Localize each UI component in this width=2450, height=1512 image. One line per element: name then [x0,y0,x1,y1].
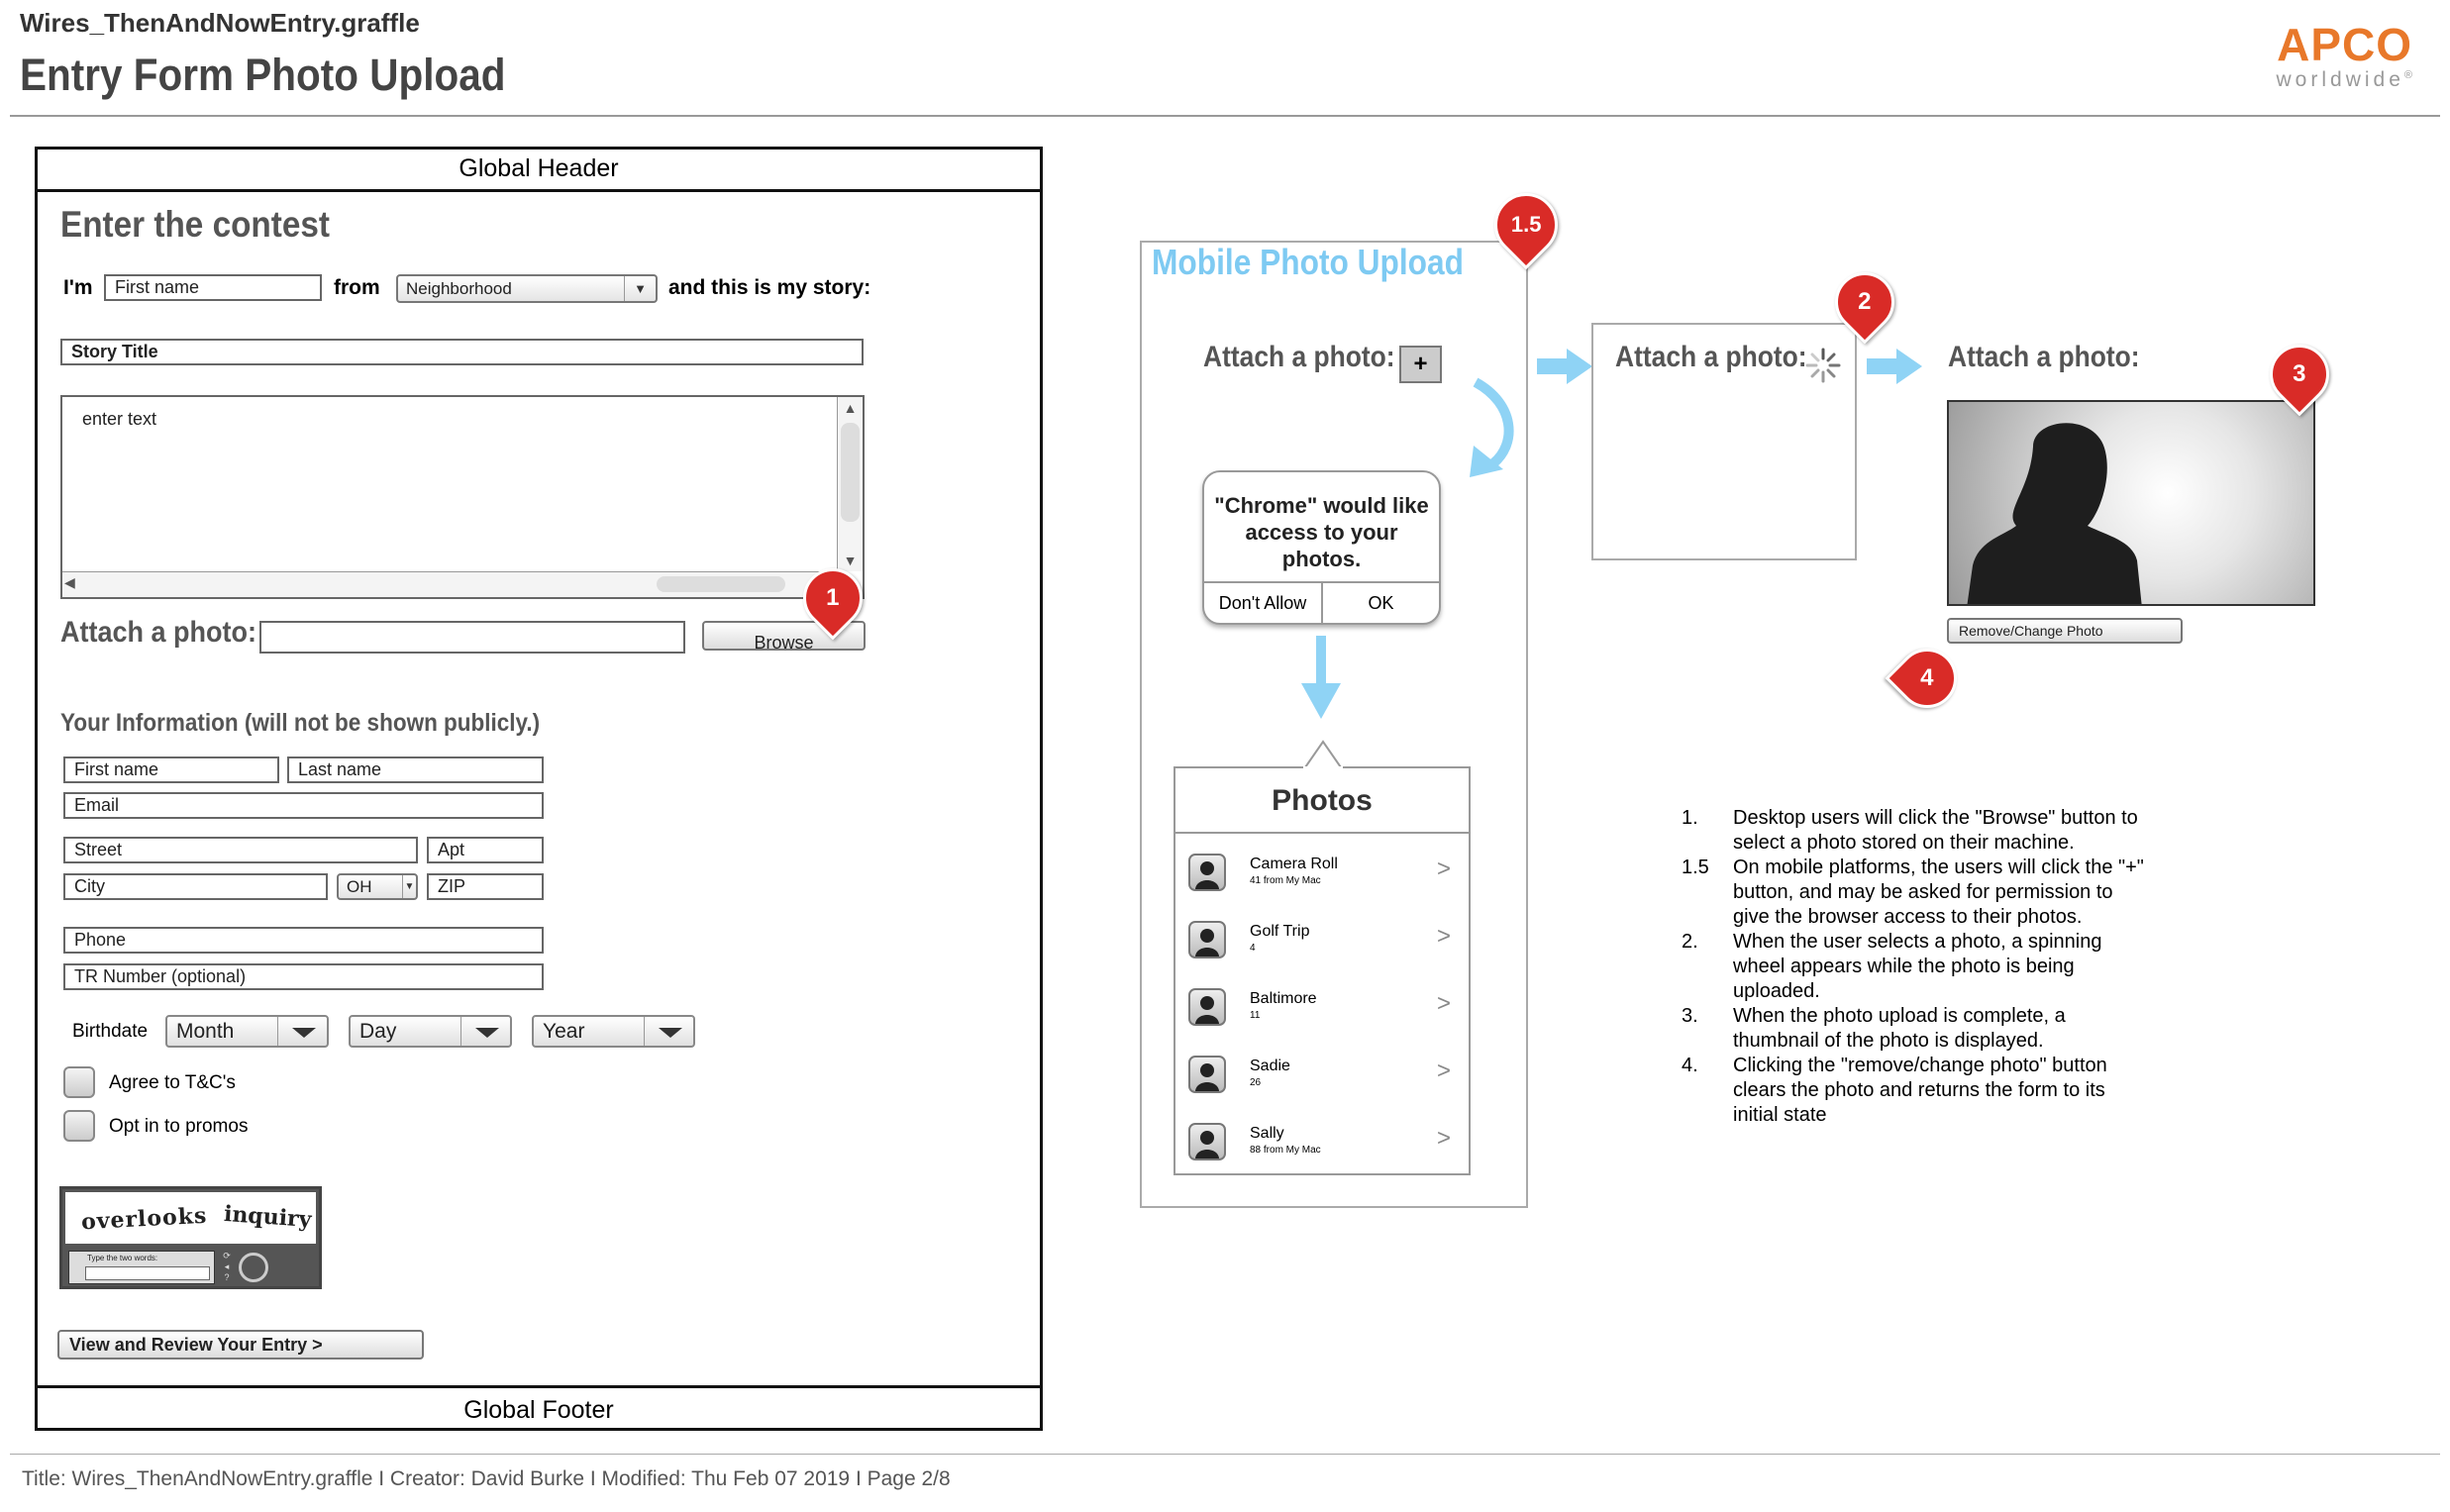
note-item [1682,1054,2147,1128]
scroll-down-icon[interactable]: ▼ [843,553,858,568]
chevron-right-icon: > [1436,1125,1451,1152]
down-arrow-icon [1297,636,1345,721]
neighborhood-value: Neighborhood [406,279,512,298]
chevron-down-icon: ▼ [402,875,416,898]
loading-spinner-icon [1804,347,1842,384]
page-title: Entry Form Photo Upload [20,50,506,100]
birth-month-select[interactable] [165,1015,329,1048]
logo-sub-word: worldwide [2276,68,2404,91]
pin-4-label: 4 [1920,663,1934,691]
chevron-down-icon: ▼ [624,276,656,301]
captcha-prompt: Type the two words: [87,1254,158,1262]
album-count: 4 [1250,943,1256,954]
note-number: 1.5 [1682,857,1709,878]
mobile-upload-title: Mobile Photo Upload [1152,242,1465,282]
vertical-scrollbar[interactable] [837,397,863,571]
your-info-heading: Your Information (will not be shown publicly.) [60,709,541,737]
chevron-down-icon [460,1017,510,1046]
mobile-attach-label: Attach a photo: [1203,341,1395,373]
state-select[interactable] [337,873,418,900]
agree-terms-checkbox[interactable] [63,1066,95,1098]
popover-pointer [1303,739,1343,768]
note-item [1682,1004,2147,1054]
apt-input[interactable]: Apt [427,837,544,863]
story-title-input[interactable]: Story Title [60,339,864,365]
horizontal-scrollbar[interactable] [62,571,837,597]
opt-in-checkbox[interactable] [63,1110,95,1142]
album-thumbnail-icon [1188,854,1226,891]
birth-day-select[interactable] [349,1015,512,1048]
photos-picker [1174,766,1471,1175]
info-last-name-input[interactable]: Last name [287,756,544,783]
contest-heading: Enter the contest [60,204,330,245]
chevron-right-icon: > [1436,990,1451,1017]
person-silhouette-icon [1949,402,2315,606]
right-arrow-icon [1867,347,1924,386]
pin-3-label: 3 [2293,360,2306,388]
opt-in-label: Opt in to promos [109,1116,249,1137]
state-value: OH [347,877,372,896]
horizontal-scroll-thumb[interactable] [657,576,785,592]
captcha-answer-input[interactable] [85,1266,210,1280]
note-item [1682,806,2147,856]
album-thumbnail-icon [1188,988,1226,1026]
first-name-input[interactable]: First name [104,274,322,301]
global-header: Global Header [35,147,1043,192]
album-row[interactable] [1175,974,1469,1042]
street-input[interactable]: Street [63,837,418,863]
captcha-word-2: inquiry [223,1200,313,1234]
neighborhood-select[interactable] [396,274,658,303]
note-number: 1. [1682,807,1698,829]
info-first-name-input[interactable]: First name [63,756,279,783]
note-number: 2. [1682,931,1698,953]
city-input[interactable]: City [63,873,328,900]
complete-attach-label: Attach a photo: [1948,341,2140,373]
album-row[interactable] [1175,840,1469,907]
curved-arrow-icon [1446,374,1527,483]
photos-title: Photos [1175,768,1469,834]
birthdate-label: Birthdate [72,1021,149,1042]
annotation-notes [1682,806,2147,1128]
im-label: I'm [63,276,93,299]
birth-year-select[interactable] [532,1015,695,1048]
note-text: On mobile platforms, the users will click the "+" button, and may be asked for permission to give the browser access to their photos. [1733,857,2144,928]
pin-1-5-label: 1.5 [1510,212,1542,237]
note-item [1682,930,2147,1004]
note-text: Clicking the "remove/change photo" button clears the photo and returns the form to its initial state [1733,1055,2107,1126]
chevron-down-icon [277,1017,327,1046]
captcha-widget [59,1186,322,1289]
scroll-left-icon[interactable]: ◀ [64,574,75,590]
permission-message: "Chrome" would like access to your photos. [1214,493,1429,571]
attach-photo-label: Attach a photo: [60,616,256,649]
agree-terms-label: Agree to T&C's [109,1072,236,1093]
album-name: Golf Trip [1250,923,1310,940]
year-value: Year [543,1020,585,1043]
header-divider [10,115,2440,117]
note-text: Desktop users will click the "Browse" button to select a photo stored on their machine. [1733,807,2138,854]
album-name: Sally [1250,1125,1284,1142]
mobile-add-photo-button[interactable]: + [1399,346,1442,383]
ok-button[interactable]: OK [1368,593,1394,613]
album-count: 26 [1250,1077,1262,1088]
remove-change-photo-button[interactable]: Remove/Change Photo [1947,618,2183,644]
global-footer: Global Footer [35,1385,1043,1431]
chevron-right-icon: > [1436,856,1451,882]
album-row[interactable] [1175,1109,1469,1176]
captcha-word-1: overlooks [80,1202,208,1236]
note-text: When the photo upload is complete, a thumbnail of the photo is displayed. [1733,1005,2066,1052]
captcha-image [65,1192,316,1244]
uploading-attach-label: Attach a photo: [1615,341,1807,373]
recaptcha-logo-icon [239,1253,268,1282]
note-item [1682,856,2147,930]
captcha-audio-icon[interactable]: ◂ [224,1261,230,1271]
chevron-down-icon [644,1017,693,1046]
pin-1-label: 1 [826,584,840,612]
captcha-controls [221,1251,233,1284]
day-value: Day [359,1020,397,1043]
album-name: Camera Roll [1250,856,1338,872]
album-thumbnail-icon [1188,1056,1226,1093]
album-row[interactable] [1175,907,1469,974]
browse-button[interactable]: Browse [702,621,866,651]
right-arrow-icon [1537,347,1594,386]
permission-dialog [1202,470,1441,625]
scroll-up-icon[interactable]: ▲ [843,400,858,416]
dont-allow-button[interactable]: Don't Allow [1204,583,1323,623]
logo-registered-mark: ® [2403,69,2412,81]
vertical-scroll-thumb[interactable] [841,423,860,522]
album-thumbnail-icon [1188,921,1226,958]
captcha-help-icon[interactable]: ? [224,1272,230,1282]
album-count: 11 [1250,1010,1261,1021]
uploaded-photo-thumbnail [1947,400,2315,606]
chevron-right-icon: > [1436,923,1451,950]
attach-photo-path-input[interactable] [259,621,685,654]
story-intro-label: and this is my story: [668,276,871,299]
pin-2-label: 2 [1858,288,1872,316]
document-filename: Wires_ThenAndNowEntry.graffle [20,8,420,38]
month-value: Month [176,1020,235,1043]
zip-input[interactable]: ZIP [427,873,544,900]
album-name: Sadie [1250,1058,1290,1074]
annotation-pin-4 [1886,637,1970,721]
note-text: When the user selects a photo, a spinning wheel appears while the photo is being uploaded. [1733,931,2102,1002]
apco-logo [2276,19,2412,92]
album-count: 41 from My Mac [1250,875,1321,886]
tr-number-input[interactable]: TR Number (optional) [63,963,544,990]
chevron-right-icon: > [1436,1058,1451,1084]
phone-input[interactable]: Phone [63,927,544,954]
captcha-input-area [68,1251,215,1284]
email-field[interactable]: Email [63,792,544,819]
album-thumbnail-icon [1188,1123,1226,1160]
view-review-entry-button[interactable]: View and Review Your Entry > [57,1330,424,1360]
logo-sub-text [2277,67,2412,92]
story-text-placeholder: enter text [82,409,157,429]
logo-main-text: APCO [2277,19,2412,70]
note-number: 3. [1682,1005,1698,1027]
note-number: 4. [1682,1055,1698,1076]
captcha-refresh-icon[interactable]: ⟳ [223,1251,231,1260]
album-name: Baltimore [1250,990,1317,1007]
album-row[interactable] [1175,1042,1469,1109]
footer-divider [10,1454,2440,1455]
story-textarea[interactable] [60,395,865,599]
document-meta-footer: Title: Wires_ThenAndNowEntry.graffle I Creator: David Burke I Modified: Thu Feb 07 2019 I Page 2/8 [22,1467,951,1490]
from-label: from [334,276,380,299]
album-count: 88 from My Mac [1250,1145,1321,1156]
